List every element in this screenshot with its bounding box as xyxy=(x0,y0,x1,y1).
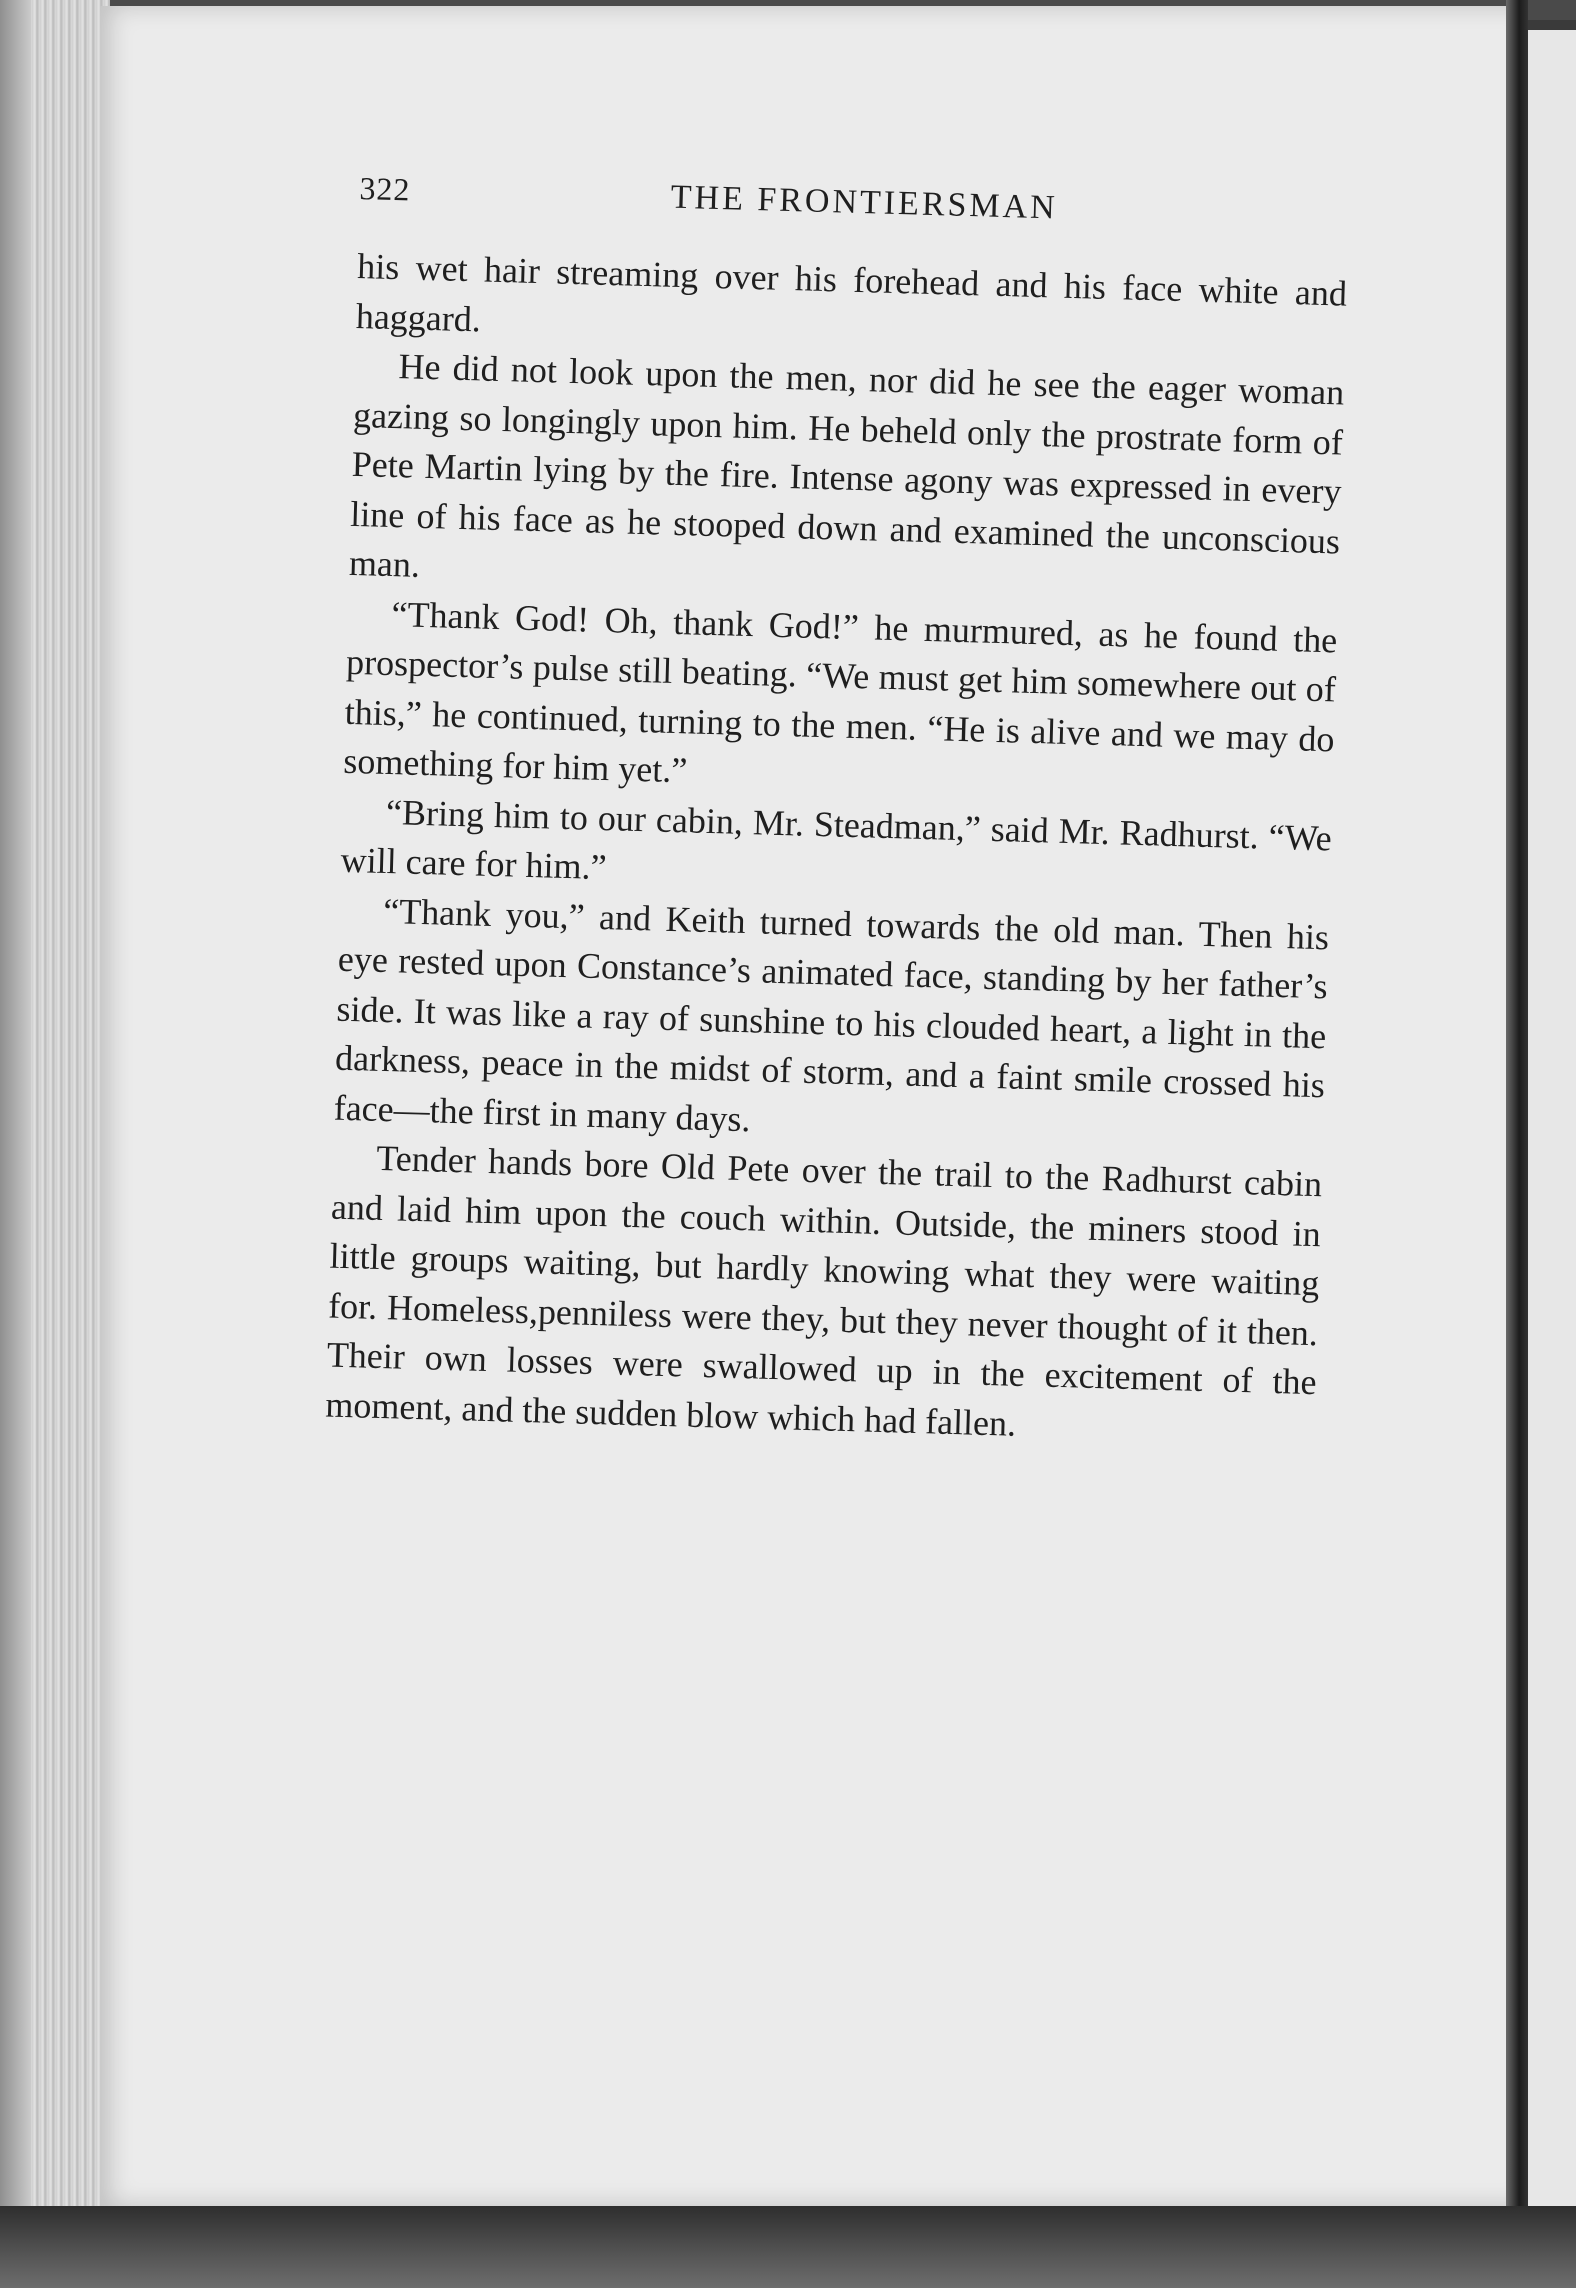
paragraph-continued: his wet hair streaming over his forehead and his face white and haggard. xyxy=(355,245,1348,339)
book-gutter xyxy=(1506,0,1528,2288)
paragraph: “Bring him to our cabin, Mr. Steadman,” said Mr. Radhurst. “We will care for him.” xyxy=(340,791,1333,888)
book-edge-shadow xyxy=(0,0,30,2288)
paragraph: Tender hands bore Old Pete over the trail to the Radhurst cabin and laid him upon the couch within. Outside, the miners stood in little groups waiting, but hardly knowing what they were waiting for. Homeless,penniless were they, but they never thought of it then. Their own losses were swallowed up in the excitement of the moment, and the sudden blow which had fallen. xyxy=(324,1137,1323,1444)
running-title: THE FRONTIERSMAN xyxy=(670,178,1059,227)
page-number: 322 xyxy=(358,170,411,208)
facing-page-edge xyxy=(1528,30,1576,2288)
scan-background-bottom xyxy=(0,2206,1576,2288)
paragraph: He did not look upon the men, nor did he see the eager woman gazing so longingly upon him. He beheld only the prostrate form of Pete Martin lying by the fire. Intense agony was expressed in every line of his face as he stooped down and examined the unconscious man. xyxy=(348,346,1345,585)
paragraph: “Thank you,” and Keith turned towards the old man. Then his eye rested upon Constance’s animated face, standing by her father’s side. It was like a ray of sunshine to his clouded heart, a light in the darkness, peace in the midst of storm, and a faint smile crossed his face—the first in many days. xyxy=(333,890,1330,1139)
page-text-block xyxy=(325,170,1350,1457)
paragraph: “Thank God! Oh, thank God!” he murmured, as he found the prospector’s pulse still beating. “We must get him somewhere out of this,” he continued, turning to the men. “He is alive and we may do something for him yet.” xyxy=(342,593,1338,791)
